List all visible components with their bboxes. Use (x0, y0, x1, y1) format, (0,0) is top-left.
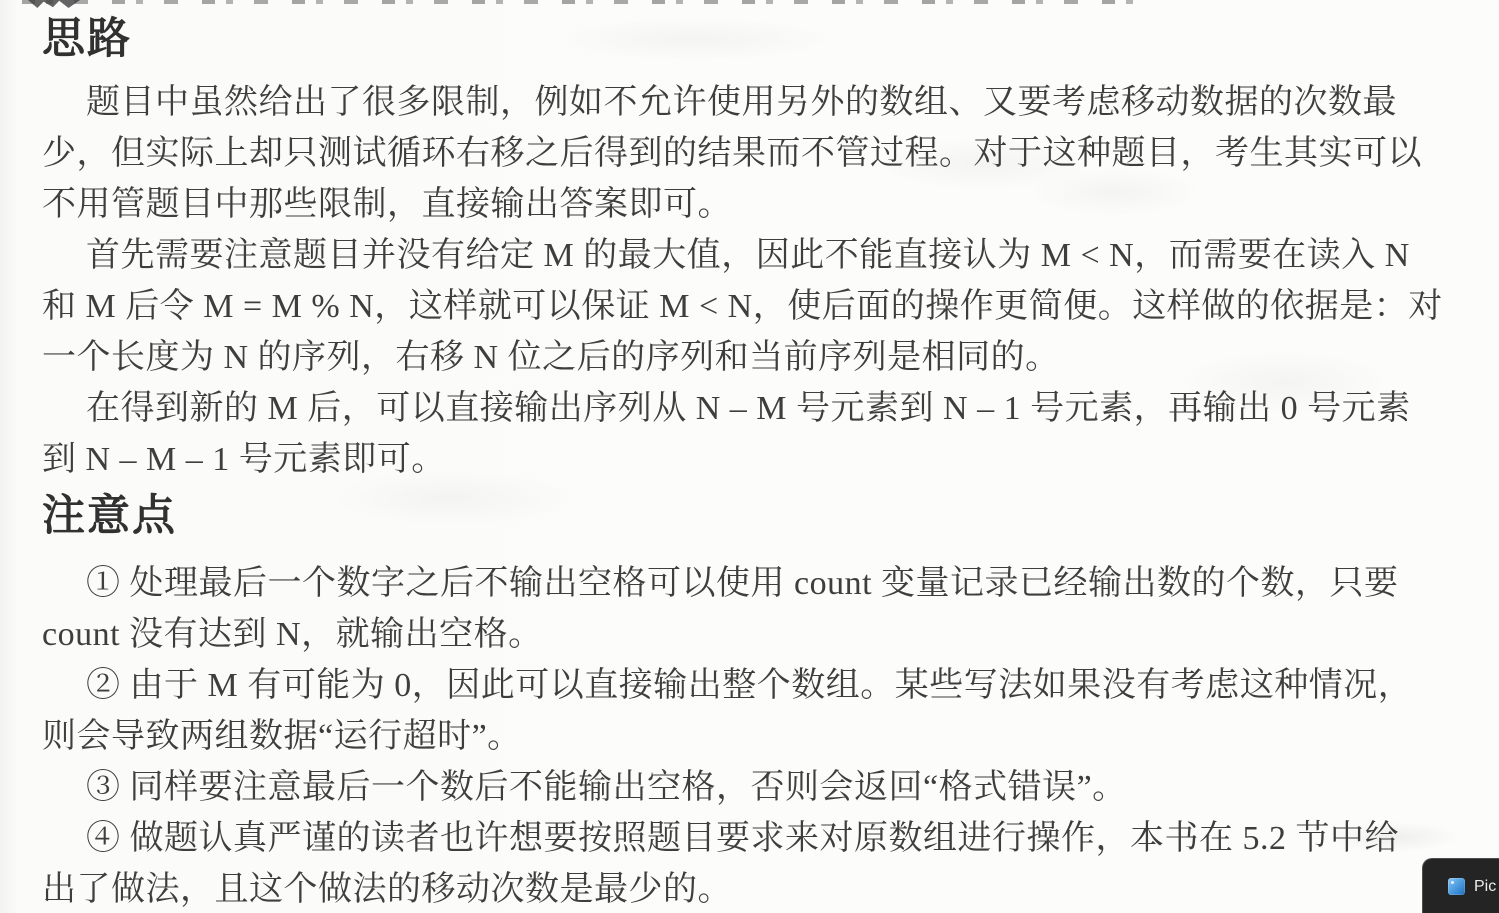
text-line: 首先需要注意题目并没有给定 M 的最大值，因此不能直接认为 M < N，而需要在读入 N (86, 237, 1410, 274)
text-line: ① 处理最后一个数字之后不输出空格可以使用 count 变量记录已经输出数的个数，只要 (86, 565, 1399, 602)
page-text (42, 12, 1459, 913)
text-line: 出了做法，且这个做法的移动次数是最少的。 (42, 871, 732, 908)
text-line: ④ 做题认真严谨的读者也许想要按照题目要求来对原数组进行操作，本书在 5.2 节中给 (86, 820, 1399, 857)
text-line: 和 M 后令 M = M % N，这样就可以保证 M < N，使后面的操作更简便。这样做的依据是：对 (42, 288, 1443, 325)
text-line: ③ 同样要注意最后一个数后不能输出空格，否则会返回“格式错误”。 (86, 769, 1127, 806)
text-line: 则会导致两组数据“运行超时”。 (42, 718, 522, 755)
text-line: 在得到新的 M 后，可以直接输出序列从 N – M 号元素到 N – 1 号元素，再输出 0 号元素 (86, 390, 1411, 427)
text-line: 到 N – M – 1 号元素即可。 (42, 441, 446, 478)
text-line: 少，但实际上却只测试循环右移之后得到的结果而不管过程。对于这种题目，考生其实可以 (42, 135, 1422, 172)
heading-approach: 思路 (42, 16, 132, 63)
text-line: count 没有达到 N，就输出空格。 (42, 616, 543, 653)
heading-notes: 注意点 (42, 493, 177, 540)
text-line: ② 由于 M 有可能为 0，因此可以直接输出整个数组。某些写法如果没有考虑这种情况， (86, 667, 1413, 704)
text-line: 题目中虽然给出了很多限制，例如不允许使用另外的数组、又要考虑移动数据的次数最 (86, 84, 1397, 121)
text-line: 一个长度为 N 的序列，右移 N 位之后的序列和当前序列是相同的。 (42, 339, 1060, 376)
photos-preview-toast[interactable] (1422, 858, 1499, 913)
cropped-text-artifact (22, 0, 1152, 4)
cropped-text-artifact (28, 0, 80, 8)
photos-icon (1448, 878, 1465, 895)
text-line: 不用管题目中那些限制，直接输出答案即可。 (42, 186, 732, 223)
photos-preview-label: Pic (1474, 877, 1497, 895)
